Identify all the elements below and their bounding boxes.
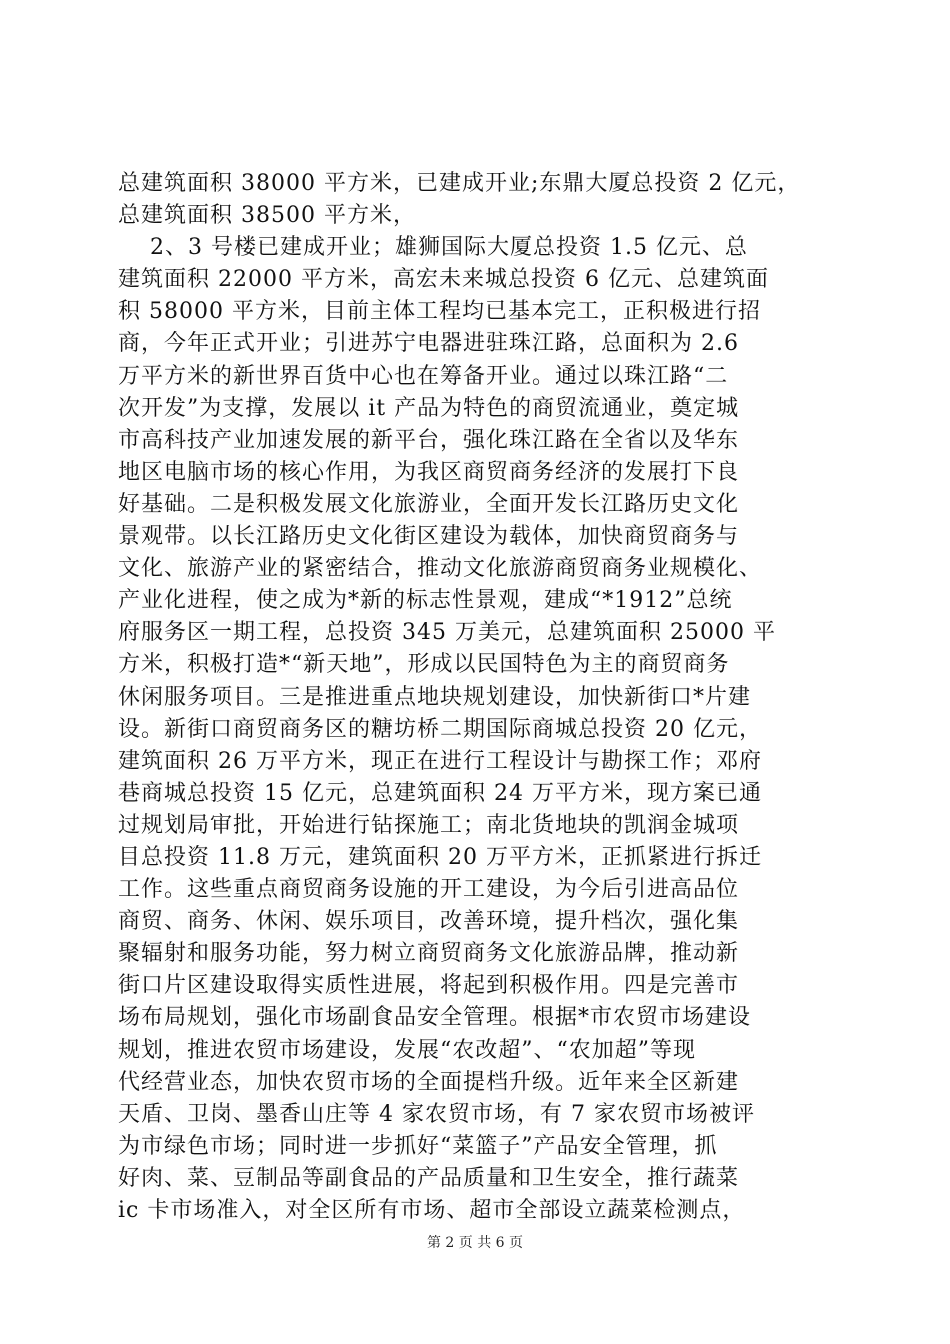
- text-line: 工作。这些重点商贸商务设施的开工建设，为今后引进高品位: [118, 877, 740, 903]
- text-line: 设。新街口商贸商务区的糖坊桥二期国际商城总投资 20 亿元，: [118, 716, 762, 742]
- text-line: ic 卡市场准入，对全区所有市场、超市全部设立蔬菜检测点，: [118, 1198, 746, 1223]
- page-footer: 第 2 页 共 6 页: [426, 1235, 524, 1251]
- text-line: 总建筑面积 38000 平方米，已建成开业;东鼎大厦总投资 2 亿元，: [118, 171, 801, 196]
- text-line: 产业化进程，使之成为*新的标志性景观，建成“*1912”总统: [118, 588, 733, 614]
- text-line: 文化、旅游产业的紧密结合，推动文化旅游商贸商务业规模化、: [118, 556, 763, 582]
- text-line: 方米，积极打造*“新天地”，形成以民国特色为主的商贸商务: [118, 652, 730, 678]
- text-line: 街口片区建设取得实质性进展，将起到积极作用。四是完善市: [118, 973, 740, 999]
- text-line: 府服务区一期工程，总投资 345 万美元，总建筑面积 25000 平: [118, 620, 776, 646]
- text-line: 景观带。以长江路历史文化街区建设为载体，加快商贸商务与: [118, 524, 740, 550]
- text-line: 万平方米的新世界百货中心也在筹备开业。通过以珠江路“二: [118, 363, 729, 389]
- text-line: 过规划局审批，开始进行钻探施工；南北货地块的凯润金城项: [118, 812, 740, 838]
- text-line: 建筑面积 22000 平方米，高宏未来城总投资 6 亿元、总建筑面: [118, 267, 769, 293]
- text-line: 巷商城总投资 15 亿元，总建筑面积 24 万平方米，现方案已通: [118, 780, 762, 806]
- text-line: 目总投资 11.8 万元，建筑面积 20 万平方米，正抓紧进行拆迁: [118, 844, 762, 870]
- text-line: 市高科技产业加速发展的新平台，强化珠江路在全省以及华东: [118, 427, 740, 453]
- text-line: 商贸、商务、休闲、娱乐项目，改善环境，提升档次，强化集: [118, 909, 740, 935]
- text-line: 次开发”为支撑，发展以 it 产品为特色的商贸流通业，奠定城: [118, 395, 740, 421]
- text-line: 商，今年正式开业；引进苏宁电器进驻珠江路，总面积为 2.6: [118, 331, 739, 357]
- text-line: 规划，推进农贸市场建设，发展“农改超”、“农加超”等现: [118, 1037, 696, 1063]
- text-line: 总建筑面积 38500 平方米，: [118, 203, 416, 229]
- text-line: 建筑面积 26 万平方米，现正在进行工程设计与勘探工作；邓府: [118, 748, 762, 774]
- text-line: 好基础。二是积极发展文化旅游业，全面开发长江路历史文化: [118, 491, 740, 517]
- text-line: 场布局规划，强化市场副食品安全管理。根据*市农贸市场建设: [118, 1005, 752, 1031]
- text-line: 好肉、菜、豆制品等副食品的产品质量和卫生安全，推行蔬菜: [118, 1165, 740, 1191]
- text-line: 积 58000 平方米，目前主体工程均已基本完工，正积极进行招: [118, 299, 761, 325]
- text-line: 代经营业态，加快农贸市场的全面提档升级。近年来全区新建: [118, 1069, 740, 1095]
- text-line: 天盾、卫岗、墨香山庄等 4 家农贸市场，有 7 家农贸市场被评: [118, 1101, 755, 1127]
- document-body: [118, 168, 838, 1227]
- text-line: 2、3 号楼已建成开业；雄狮国际大厦总投资 1.5 亿元、总: [118, 235, 748, 261]
- text-line: 休闲服务项目。三是推进重点地块规划建设，加快新街口*片建: [118, 684, 752, 710]
- text-line: 聚辐射和服务功能，努力树立商贸商务文化旅游品牌，推动新: [118, 941, 740, 967]
- text-line: 为市绿色市场；同时进一步抓好“菜篮子”产品安全管理，抓: [118, 1133, 718, 1159]
- text-line: 地区电脑市场的核心作用，为我区商贸商务经济的发展打下良: [118, 459, 740, 485]
